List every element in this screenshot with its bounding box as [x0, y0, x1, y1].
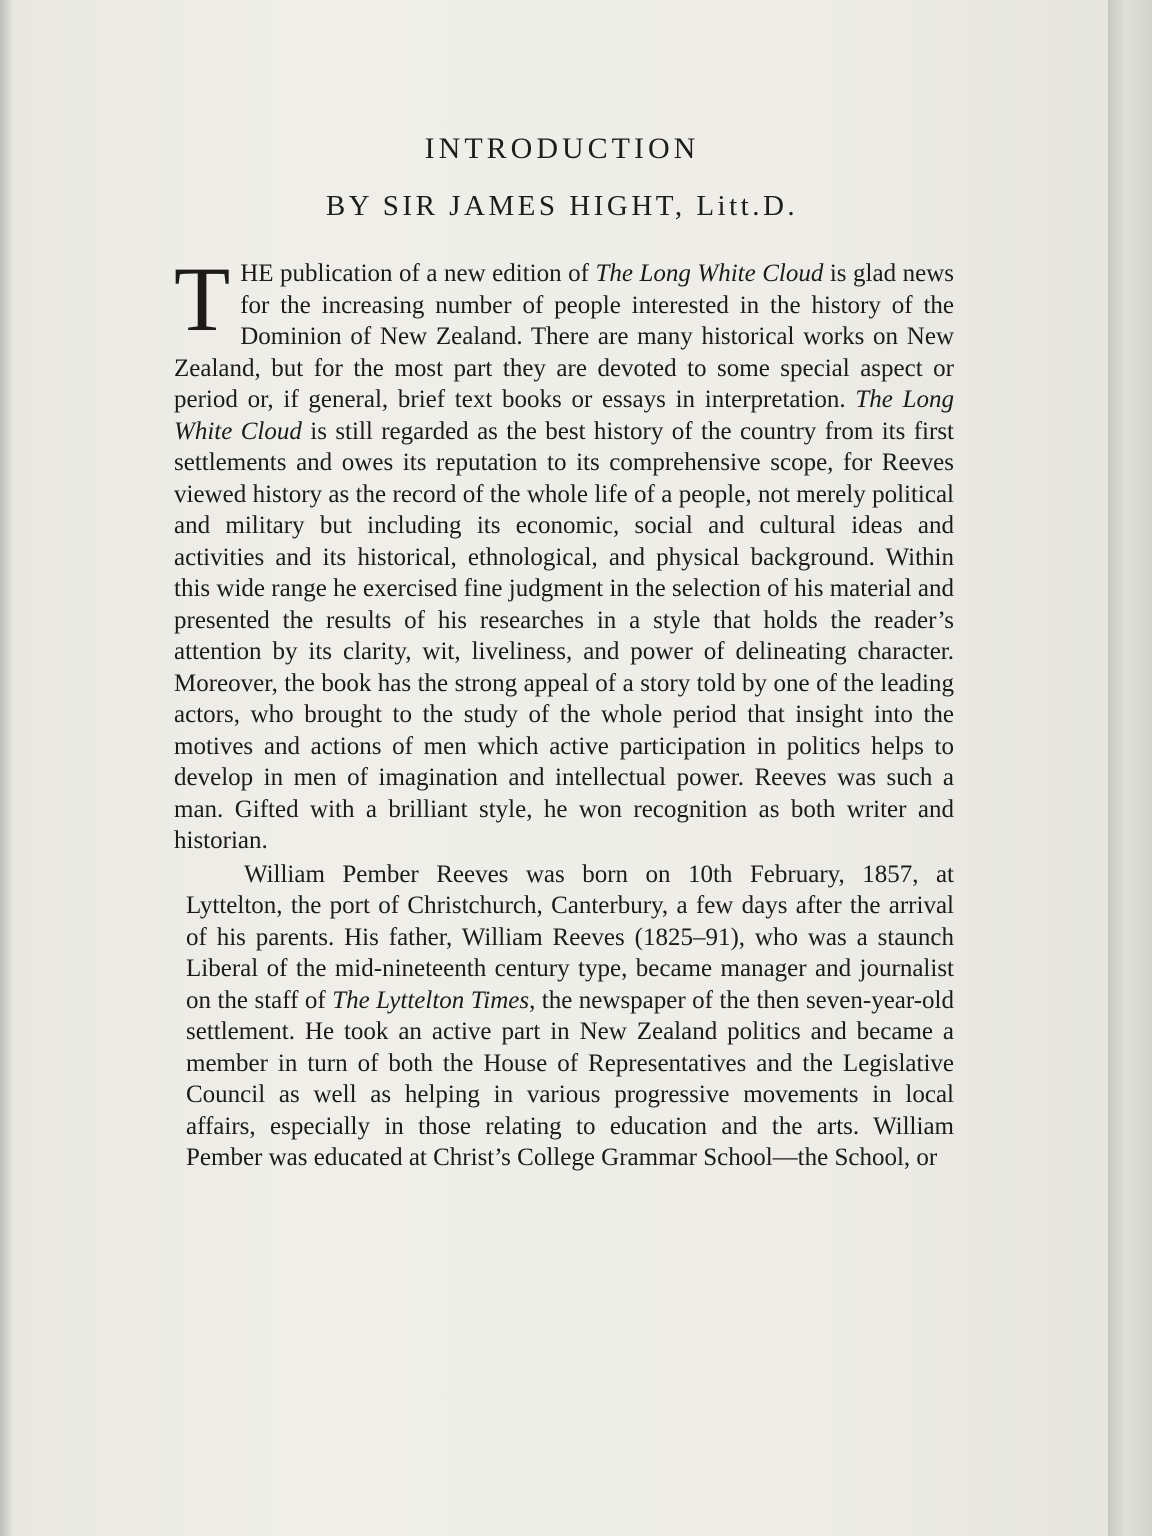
chapter-title: INTRODUCTION: [424, 132, 700, 165]
drop-cap: T: [174, 248, 231, 350]
book-title-italic: The Long White Cloud: [174, 386, 955, 445]
paragraph-2-text-b: , the newspaper of the then seven-year-old settlement. He took an active part in New Zealand politics and became a member in turn of both the House of Representatives and the Legislative Council as well as helping in various progressive movements in local affairs, especially in those relating to education and the arts. William Pember was educated at Christ’s College Grammar School—the School, or: [186, 986, 954, 1171]
paragraph-2: [186, 859, 954, 1174]
newspaper-title-italic: The Lyttelton Times: [332, 986, 530, 1014]
paragraph-1-text-b: is glad news for the increasing number of people interested in the history of the Dominion of New Zealand. There are many historical works on New Zealand, but for the most part they are devoted to some special aspect or period or, if general, brief text books or essays in interpretation.: [174, 260, 954, 413]
paragraph-2-text-a: William Pember Reeves was born on 10th February, 1857, at Lyttelton, the port of Christchurch, Canterbury, a few days after the arrival of his parents. His father, William Reeves (1825–91), who was a staunch Liberal of the mid-nineteenth century type, became manager and journalist on the staff of: [186, 860, 954, 1014]
paragraph-1-text-c: is still regarded as the best history of the country from its first settlements and owes its reputation to its comprehensive scope, for Reeves viewed history as the record of the whole life of a people, not merely political and military but including its economic, social and cultural ideas and activities and its historical, ethnological, and physical background. Within this wide range he exercised fine judgment in the selection of his material and presented the results of his researches in a style that holds the reader’s attention by its clarity, wit, liveliness, and power of delineating character. Moreover, the book has the strong appeal of a story told by one of the leading actors, who brought to the study of the whole period that insight into the motives and actions of men which active participation in politics helps to develop in men of imagination and intellectual power. Reeves was such a man. Gifted with a brilliant style, he won recognition as both writer and historian.: [174, 417, 954, 854]
paragraph-1: [174, 248, 955, 857]
book-title-italic: The Long White Cloud: [595, 260, 824, 287]
body-text: [174, 248, 955, 1174]
left-page-edge: [0, 0, 12, 1536]
paragraph-1-text-a: HE publication of a new edition of: [240, 260, 596, 287]
author-byline: BY SIR JAMES HIGHT, Litt.D.: [325, 190, 799, 222]
right-page-edge: [1108, 0, 1152, 1536]
